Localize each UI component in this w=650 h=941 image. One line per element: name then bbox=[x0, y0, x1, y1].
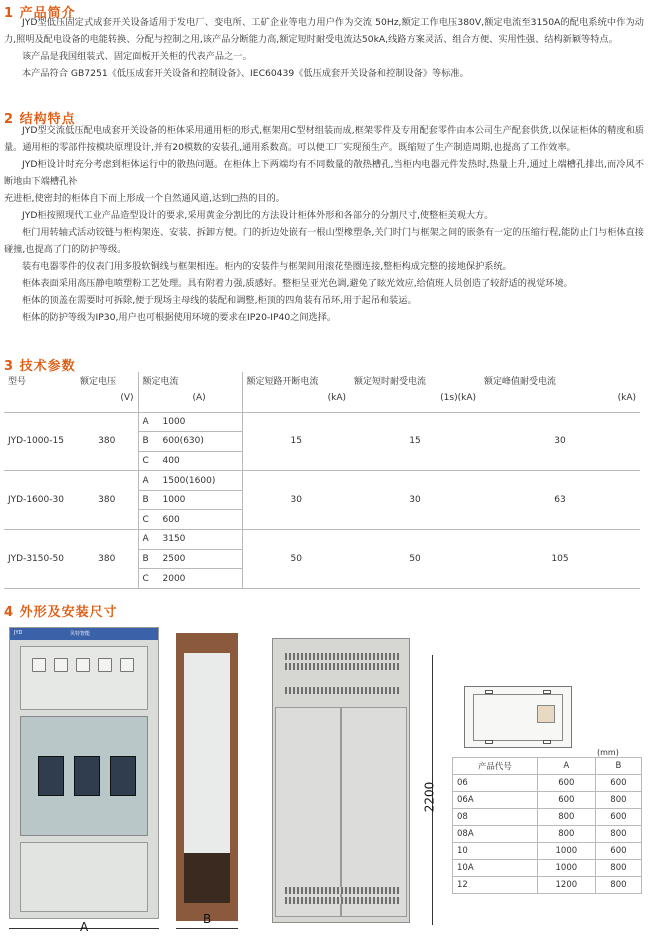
table-row: 06A 600 800 bbox=[453, 792, 642, 809]
features-paragraph-6: 柜体表面采用高压静电喷塑粉工艺处理。具有附着力强,质感好。整柜呈亚光色调,避免了眩光效应,给值班人员创造了较舒适的视觉环境。 bbox=[22, 278, 573, 289]
dimension-header-row bbox=[453, 758, 642, 775]
cell-current: B 1000 bbox=[138, 490, 242, 510]
table-row bbox=[4, 530, 640, 550]
features-paragraph-2: JYD柜设计时充分考虑到柜体运行中的散热问题。在柜体上下两端均有不同数量的散热槽孔,当柜内电器元件发热时,热量上升,通过上端槽孔排出,而冷风不断地由下端槽孔补 bbox=[4, 159, 644, 187]
vent-slots bbox=[285, 653, 399, 660]
header-model: 型号 bbox=[4, 372, 76, 412]
vent-slots bbox=[285, 887, 399, 894]
cell-current: C 600 bbox=[138, 510, 242, 530]
header-b: B bbox=[595, 758, 641, 775]
left-door bbox=[275, 707, 341, 917]
cell-model: JYD-1600-30 bbox=[4, 471, 76, 530]
cell-current: A 1500(1600) bbox=[138, 471, 242, 491]
cabinet-top-strip bbox=[10, 628, 158, 640]
table-row: 12 1200 800 bbox=[453, 877, 642, 894]
cell-current: C 400 bbox=[138, 451, 242, 471]
cell-break: 50 bbox=[242, 530, 350, 589]
header-break-current: 额定短路开断电流 (kA) bbox=[242, 372, 350, 412]
dimension-line-b bbox=[176, 928, 238, 929]
table-row bbox=[4, 412, 640, 432]
cell-current: C 2000 bbox=[138, 569, 242, 589]
features-paragraph-2b: 充进柜,使密封的柜体自下而上形成一个自然通风道,达到□热的目的。 bbox=[4, 193, 285, 204]
cabinet-frame-photo bbox=[176, 633, 238, 921]
dimension-label-a: A bbox=[80, 920, 89, 934]
header-current: 额定电流 (A) bbox=[138, 372, 242, 412]
cabinet-plate-label: 贝特智能 bbox=[70, 631, 91, 637]
right-door bbox=[341, 707, 407, 917]
table-row: 10 1000 600 bbox=[453, 843, 642, 860]
cell-short: 30 bbox=[350, 471, 480, 530]
table-row: 10A 1000 800 bbox=[453, 860, 642, 877]
dimension-label-b: B bbox=[203, 912, 212, 926]
header-voltage: 额定电压 (V) bbox=[76, 372, 138, 412]
cable-opening bbox=[537, 705, 555, 723]
section-title-intro: 1 产品简介 bbox=[4, 6, 76, 21]
intro-paragraph-3: 本产品符合 GB7251《低压成套开关设备和控制设备》、IEC60439《低压成套开关设备和控制设备》等标准。 bbox=[22, 68, 469, 79]
cell-current: A 3150 bbox=[138, 530, 242, 550]
header-a: A bbox=[537, 758, 595, 775]
cabinet-rear-photo bbox=[272, 638, 410, 923]
mounting-hole-icon bbox=[485, 740, 493, 744]
dimension-table bbox=[452, 757, 642, 894]
table-row: 08A 800 800 bbox=[453, 826, 642, 843]
meter-icon bbox=[98, 658, 112, 672]
features-paragraph-8: 柜体的防护等级为IP30,用户也可根据使用环境的要求在IP20-IP40之间选择。 bbox=[22, 312, 337, 323]
lower-door bbox=[20, 842, 148, 912]
intro-paragraph-1: JYD型低压固定式成套开关设备适用于发电厂、变电所、工矿企业等电力用户作为交流 50Hz,额定工作电压380V,额定电流至3150A的配电系统中作为动力,照明及配电设备的电能转换、分配与控制之用,该产品分断能力高,额定短时耐受电流达50kA,线路方案灵活、组合方便、实用性强、结构新颖等特点。 bbox=[4, 17, 644, 45]
cell-short: 50 bbox=[350, 530, 480, 589]
features-paragraph-1: JYD型交流低压配电成套开关设备的柜体采用通用柜的形式,框架用C型材组装而成,框架零件及专用配套零件由本公司生产配套供货,以保证柜体的精度和质量。通用柜的零部件按模块原理设计,并有20模数的安装孔,通用系数高。可以便工厂实现预生产。既缩短了生产制造周期,也提高了工作效率。 bbox=[4, 125, 644, 153]
spec-table bbox=[4, 372, 640, 589]
unit-label: (mm) bbox=[597, 748, 619, 757]
table-row bbox=[4, 471, 640, 491]
dimension-label-height: 2200 bbox=[422, 781, 437, 813]
intro-text bbox=[4, 14, 644, 82]
cell-current: B 2500 bbox=[138, 549, 242, 569]
cell-model: JYD-1000-15 bbox=[4, 412, 76, 471]
table-row: 08 800 600 bbox=[453, 809, 642, 826]
header-code: 产品代号 bbox=[453, 758, 538, 775]
cell-current: B 600(630) bbox=[138, 432, 242, 452]
breaker-icon bbox=[110, 756, 136, 796]
header-short-time-current: 额定短时耐受电流 (1s)(kA) bbox=[350, 372, 480, 412]
breaker-icon bbox=[74, 756, 100, 796]
meter-icon bbox=[120, 658, 134, 672]
cell-break: 15 bbox=[242, 412, 350, 471]
cell-peak: 30 bbox=[480, 412, 640, 471]
section-title-dimensions: 4 外形及安装尺寸 bbox=[4, 605, 118, 620]
mounting-hole-icon bbox=[543, 740, 551, 744]
plan-view-drawing bbox=[464, 686, 572, 748]
vent-slots bbox=[285, 663, 399, 670]
meter-icon bbox=[54, 658, 68, 672]
features-paragraph-5: 装有电器零件的仪表门用多股软铜线与框架相连。柜内的安装件与框架间用滚花垫圈连接,整柜构成完整的接地保护系统。 bbox=[22, 261, 512, 272]
breaker-icon bbox=[38, 756, 64, 796]
features-paragraph-3: JYD柜按照现代工业产品造型设计的要求,采用黄金分割比的方法设计柜体外形和各部分的分割尺寸,使整柜美观大方。 bbox=[22, 210, 494, 221]
meter-icon bbox=[32, 658, 46, 672]
mounting-hole-icon bbox=[485, 690, 493, 694]
cell-voltage: 380 bbox=[76, 530, 138, 589]
cell-peak: 63 bbox=[480, 471, 640, 530]
features-paragraph-4: 柜门用转轴式活动铰链与柜构架连、安装、拆卸方便。门的折边处嵌有一根山型橡塑条,关门时门与框架之间的嵌条有一定的压缩行程,能防止门与柜体直接碰撞,也提高了门的防护等级。 bbox=[4, 227, 644, 255]
mounting-hole-icon bbox=[543, 690, 551, 694]
features-paragraph-7: 柜体的顶盖在需要时可拆除,便于现场主母线的装配和调整,柜顶的四角装有吊环,用于起吊和装运。 bbox=[22, 295, 417, 306]
vent-slots bbox=[285, 687, 399, 694]
intro-paragraph-2: 该产品是我国组装式、固定面板开关柜的代表产品之一。 bbox=[22, 51, 252, 62]
cell-voltage: 380 bbox=[76, 412, 138, 471]
cell-current: A 1000 bbox=[138, 412, 242, 432]
cell-model: JYD-3150-50 bbox=[4, 530, 76, 589]
cell-peak: 105 bbox=[480, 530, 640, 589]
instrument-panel bbox=[20, 646, 148, 710]
frame-bottom-opening bbox=[184, 853, 230, 903]
section-title-features: 2 结构特点 bbox=[4, 112, 76, 127]
features-text bbox=[4, 122, 644, 326]
vent-slots bbox=[285, 897, 399, 904]
cabinet-front-photo bbox=[9, 627, 159, 919]
cell-voltage: 380 bbox=[76, 471, 138, 530]
cell-break: 30 bbox=[242, 471, 350, 530]
meter-icon bbox=[76, 658, 90, 672]
cell-short: 15 bbox=[350, 412, 480, 471]
spec-header-row bbox=[4, 372, 640, 412]
header-peak-current: 额定峰值耐受电流 (kA) bbox=[480, 372, 640, 412]
cabinet-brand-label: JYD bbox=[14, 630, 23, 636]
section-title-specs: 3 技术参数 bbox=[4, 359, 76, 374]
table-row: 06 600 600 bbox=[453, 775, 642, 792]
